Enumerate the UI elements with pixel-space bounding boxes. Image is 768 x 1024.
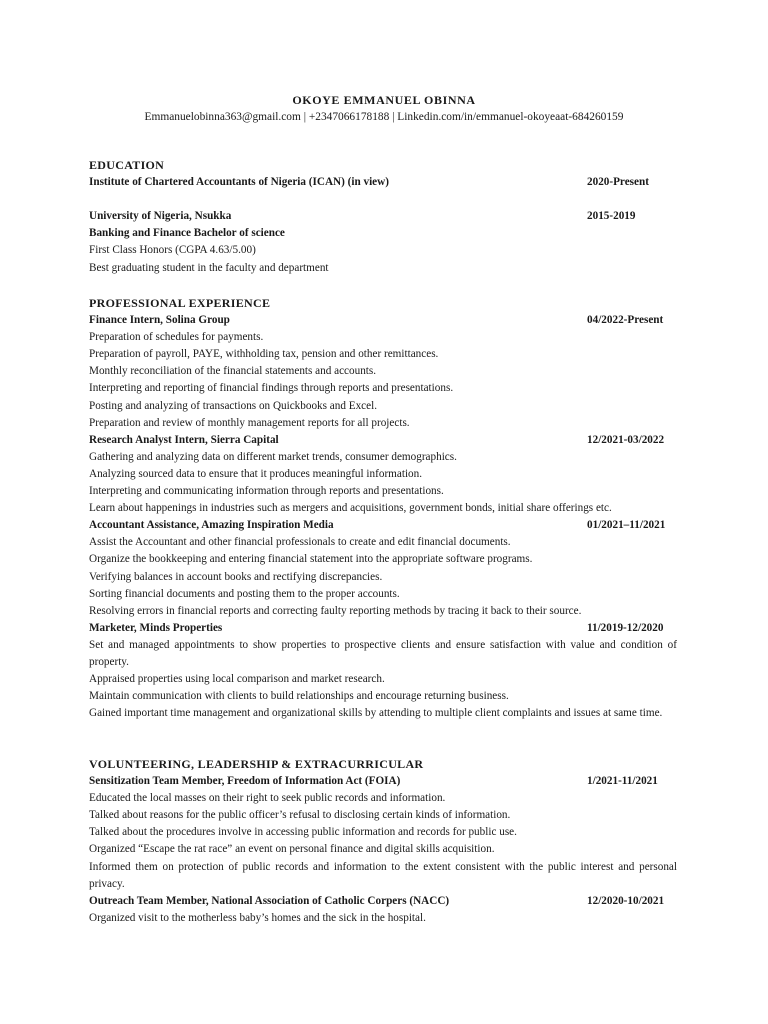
experience-section [89, 295, 677, 722]
volunteering-heading: VOLUNTEERING, LEADERSHIP & EXTRACURRICULAR [89, 757, 424, 771]
job-date: 12/2021-03/2022 [587, 433, 665, 446]
job-bullet: Interpreting and reporting of financial findings through reports and presentations. [89, 382, 454, 395]
role-header [89, 773, 677, 790]
job-title: Finance Intern, Solina Group [89, 314, 230, 327]
education-heading: EDUCATION [89, 158, 165, 172]
unn-detail: Best graduating student in the faculty and department [89, 261, 329, 274]
role-date: 1/2021-11/2021 [587, 775, 658, 788]
job-title: Research Analyst Intern, Sierra Capital [89, 433, 279, 446]
job-bullet: Preparation of schedules for payments. [89, 331, 264, 344]
unn-degree: Banking and Finance Bachelor of science [89, 227, 285, 240]
job-bullet: Gained important time management and organizational skills by attending to multiple client complaints and issues at same time. [89, 707, 663, 720]
ican-title: Institute of Chartered Accountants of Nigeria (ICAN) (in view) [89, 176, 389, 189]
ican-row [89, 174, 677, 191]
job-bullet: Monthly reconciliation of the financial statements and accounts. [89, 365, 377, 378]
job-title: Marketer, Minds Properties [89, 621, 223, 634]
job-date: 04/2022-Present [587, 314, 664, 327]
job-date: 01/2021–11/2021 [587, 519, 666, 532]
unn-title: University of Nigeria, Nsukka [89, 210, 232, 223]
job-bullet: Organize the bookkeeping and entering financial statement into the appropriate software programs. [89, 553, 533, 566]
role-date: 12/2020-10/2021 [587, 894, 665, 907]
job-bullet: Analyzing sourced data to ensure that it produces meaningful information. [89, 467, 423, 480]
contact-line: Emmanuelobinna363@gmail.com | +2347066178188 | Linkedin.com/in/emmanuel-okoyeaat-684260159 [144, 111, 624, 123]
job-bullet: Preparation and review of monthly management reports for all projects. [89, 416, 410, 429]
role-bullet: Informed them on protection of public records and information to the extent consistent with the public interest and personal privacy. [89, 860, 677, 890]
unn-row [89, 208, 677, 225]
ican-date: 2020-Present [587, 176, 649, 189]
role-header [89, 893, 677, 910]
job-header [89, 620, 677, 637]
job-header [89, 312, 677, 329]
job-bullet: Sorting financial documents and posting them to the proper accounts. [89, 587, 400, 600]
role-title: Sensitization Team Member, Freedom of Information Act (FOIA) [89, 775, 401, 788]
job-bullet: Posting and analyzing of transactions on Quickbooks and Excel. [89, 399, 378, 412]
job-bullet: Maintain communication with clients to build relationships and encourage returning business. [89, 690, 509, 703]
job-bullet: Interpreting and communicating information through reports and presentations. [89, 485, 444, 498]
role-bullet: Organized visit to the motherless baby’s homes and the sick in the hospital. [89, 911, 426, 924]
unn-detail: First Class Honors (CGPA 4.63/5.00) [89, 244, 256, 257]
job-bullet: Verifying balances in account books and rectifying discrepancies. [89, 570, 383, 583]
job-date: 11/2019-12/2020 [587, 621, 664, 634]
role-bullet: Organized “Escape the rat race” an event on personal finance and digital skills acquisition. [89, 843, 495, 856]
job-bullet: Appraised properties using local comparison and market research. [89, 673, 385, 686]
job-bullet: Resolving errors in financial reports and correcting faulty reporting methods by tracing it back to their source. [89, 604, 582, 617]
role-bullet: Talked about the procedures involve in accessing public information and records for public use. [89, 826, 517, 839]
job-title: Accountant Assistance, Amazing Inspiration Media [89, 519, 334, 532]
job-header [89, 432, 677, 449]
job-bullet: Gathering and analyzing data on different market trends, consumer demographics. [89, 450, 457, 463]
job-header [89, 517, 677, 534]
education-section [89, 157, 677, 277]
experience-heading: PROFESSIONAL EXPERIENCE [89, 296, 271, 310]
role-bullet: Educated the local masses on their right to seek public records and information. [89, 792, 446, 805]
unn-date: 2015-2019 [587, 210, 636, 223]
volunteering-section [89, 756, 677, 927]
job-bullet: Learn about happenings in industries such as mergers and acquisitions, government bonds, initial share offerings etc. [89, 502, 612, 515]
job-bullet: Preparation of payroll, PAYE, withholding tax, pension and other remittances. [89, 348, 439, 361]
candidate-name: OKOYE EMMANUEL OBINNA [292, 93, 476, 107]
role-bullet: Talked about reasons for the public officer’s refusal to disclosing certain kinds of information. [89, 809, 511, 822]
job-bullet: Set and managed appointments to show properties to prospective clients and ensure satisfaction with value and condition of property. [89, 638, 677, 668]
role-title: Outreach Team Member, National Association of Catholic Corpers (NACC) [89, 894, 450, 907]
job-bullet: Assist the Accountant and other financial professionals to create and edit financial documents. [89, 536, 511, 549]
